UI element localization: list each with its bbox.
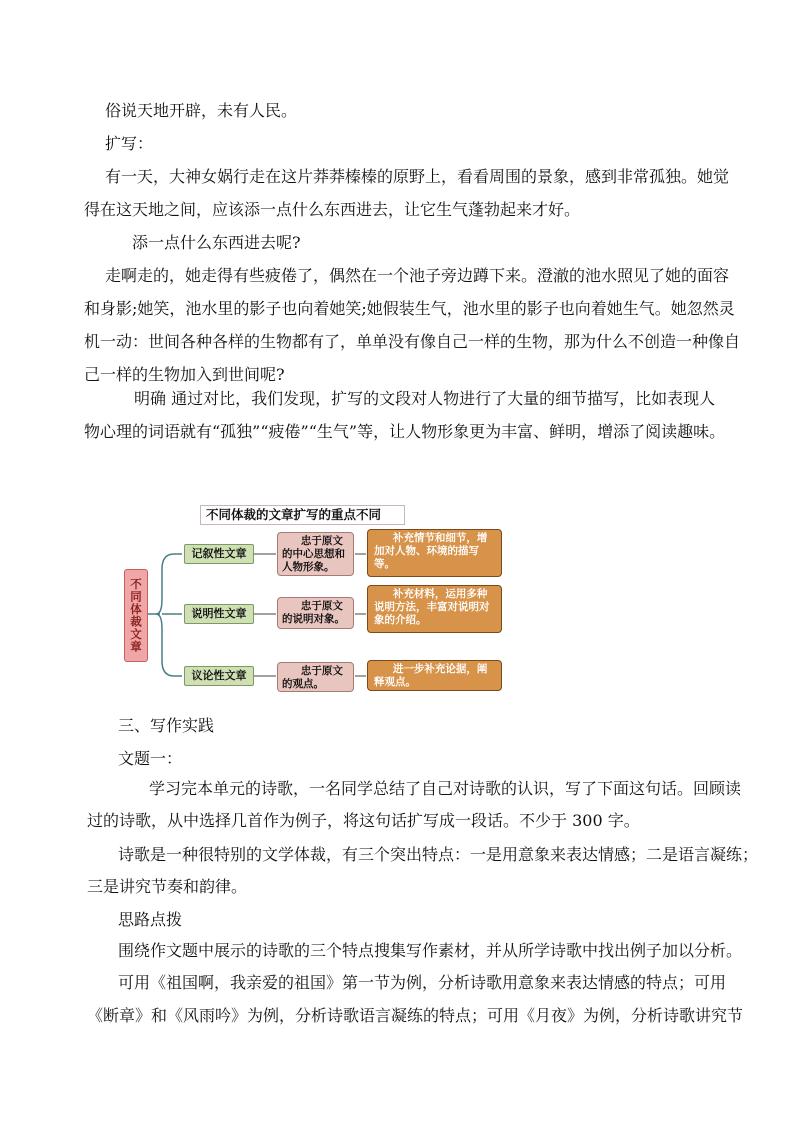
principle-narrative: 忠于原文的中心思想和人物形象。 xyxy=(277,532,354,576)
method-narrative: 补充情节和细节，增加对人物、环境的描写等。 xyxy=(367,529,502,577)
quote-line2: 三是讲究节奏和韵律。 xyxy=(87,877,248,896)
method-expository: 补充材料，运用多种说明方法，丰富对说明对象的介绍。 xyxy=(367,585,502,633)
paragraph-clarify-line1: 明确 通过对比，我们发现，扩写的文段对人物进行了大量的细节描写，比如表现人 xyxy=(134,389,716,408)
tips-heading: 思路点拨 xyxy=(118,910,183,929)
paragraph-expansion-line1: 有一天，大神女娲行走在这片莽莽榛榛的原野上，看看周围的景象，感到非常孤独。她觉 xyxy=(105,167,730,186)
tips-line3: 《断章》和《风雨吟》为例，分析诗歌语言凝练的特点；可用《月夜》为例，分析诗歌讲究节 xyxy=(87,1006,744,1025)
topic-label: 文题一： xyxy=(118,749,183,768)
method-argumentative: 进一步补充论据，阐释观点。 xyxy=(367,660,502,691)
tips-line1: 围绕作文题中展示的诗歌的三个特点搜集写作素材，并从所学诗歌中找出例子加以分析。 xyxy=(118,941,743,960)
paragraph-question: 添一点什么东西进去呢? xyxy=(132,233,301,252)
topic-line1: 学习完本单元的诗歌，一名同学总结了自己对诗歌的认识，写了下面这句话。回顾读 xyxy=(149,779,742,798)
principle-argumentative: 忠于原文的观点。 xyxy=(277,662,354,692)
section-heading: 三、写作实践 xyxy=(118,716,215,735)
paragraph-story-line4: 己一样的生物加入到世间呢? xyxy=(84,365,285,384)
paragraph-story-line2: 和身影;她笑，池水里的影子也向着她笑;她假装生气，池水里的影子也向着她生气。她忽然灵 xyxy=(84,299,735,318)
genre-expansion-diagram xyxy=(124,499,502,691)
quote-line1: 诗歌是一种很特别的文学体裁，有三个突出特点：一是用意象来表达情感；二是语言凝练； xyxy=(118,845,759,864)
tips-line2: 可用《祖国啊，我亲爱的祖国》第一节为例，分析诗歌用意象来表达情感的特点；可用 xyxy=(118,973,727,992)
paragraph-clarify-line2: 物心理的词语就有“孤独”“疲倦”“生气”等，让人物形象更为丰富、鲜明，增添了阅读趣味。 xyxy=(84,422,726,441)
principle-expository: 忠于原文的说明对象。 xyxy=(277,597,354,629)
diagram-root-node: 不同体裁文章 xyxy=(124,569,148,662)
paragraph-original: 俗说天地开辟，未有人民。 xyxy=(105,101,298,120)
topic-line2: 过的诗歌，从中选择几首作为例子，将这句话扩写成一段话。不少于 300 字。 xyxy=(87,811,640,830)
category-narrative: 记叙性文章 xyxy=(184,544,254,564)
paragraph-story-line1: 走啊走的，她走得有些疲倦了，偶然在一个池子旁边蹲下来。澄澈的池水照见了她的面容 xyxy=(105,266,730,285)
category-expository: 说明性文章 xyxy=(184,604,254,624)
paragraph-story-line3: 机一动：世间各种各样的生物都有了，单单没有像自己一样的生物，那为什么不创造一种像自 xyxy=(84,332,741,351)
category-argumentative: 议论性文章 xyxy=(184,666,254,686)
paragraph-expansion-line2: 得在这天地之间，应该添一点什么东西进去，让它生气蓬勃起来才好。 xyxy=(84,200,581,219)
label-expansion: 扩写： xyxy=(105,134,154,153)
diagram-title: 不同体裁的文章扩写的重点不同 xyxy=(200,505,405,525)
